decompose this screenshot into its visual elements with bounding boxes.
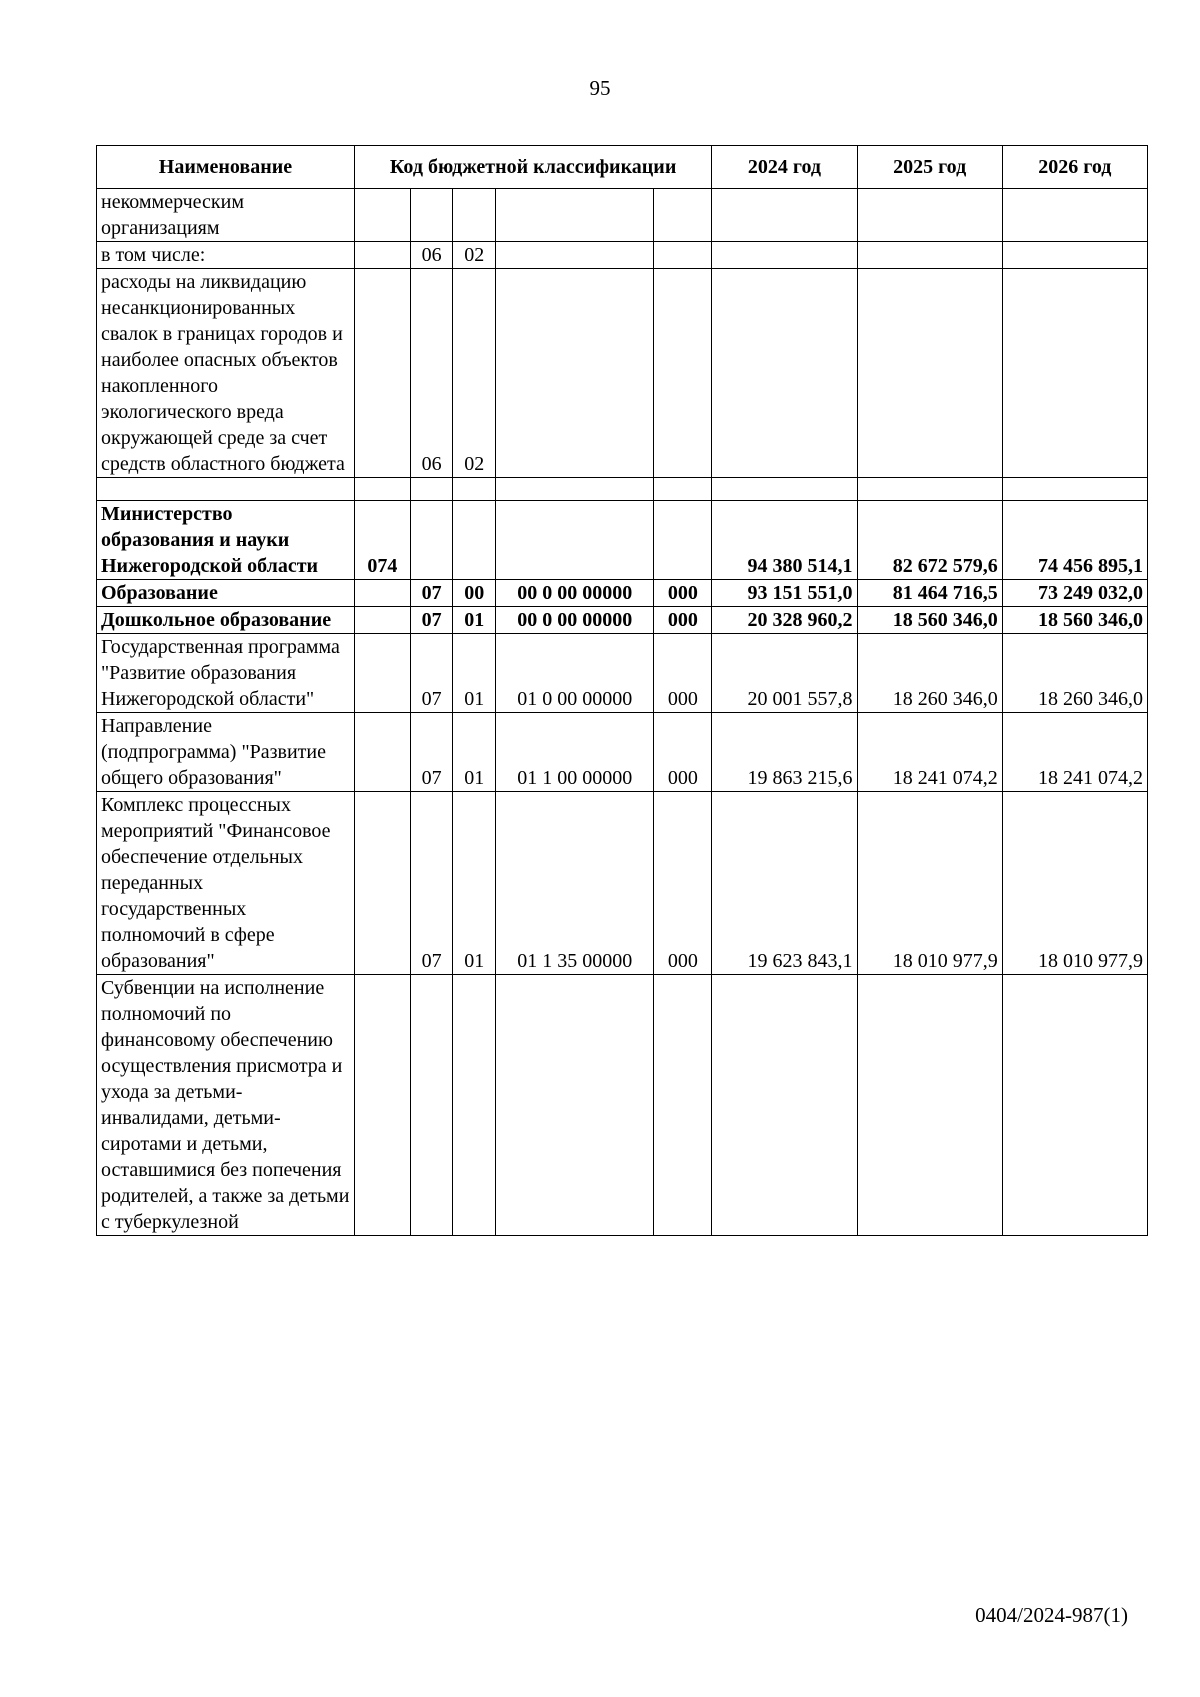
row-value-2026: 74 456 895,1 (1002, 501, 1147, 580)
row-name: в том числе: (97, 242, 355, 269)
row-subsection-code (453, 501, 496, 580)
row-expense-type (654, 242, 712, 269)
row-admin-code: 074 (354, 501, 410, 580)
row-expense-type: 000 (654, 792, 712, 975)
row-name: Образование (97, 580, 355, 607)
row-expense-type (654, 501, 712, 580)
row-admin-code (354, 242, 410, 269)
header-2026: 2026 год (1002, 146, 1147, 189)
row-value-2024: 19 863 215,6 (712, 713, 857, 792)
row-value-2025: 82 672 579,6 (857, 501, 1002, 580)
table-row (97, 242, 1148, 269)
row-value-2026: 18 560 346,0 (1002, 607, 1147, 634)
row-target-code (496, 242, 654, 269)
row-target-code (496, 975, 654, 1236)
row-expense-type (654, 269, 712, 478)
row-section-code (410, 975, 453, 1236)
row-name: Субвенции на исполнение полномочий по финансовому обеспечению осуществления присмотра и ухода за детьми-инвалидами, детьми-сиротами и детьми, оставшимися без попечения родителей, а также за детьми с туберкулезной (97, 975, 355, 1236)
row-subsection-code (453, 189, 496, 242)
row-value-2025 (857, 975, 1002, 1236)
table-row (97, 189, 1148, 242)
row-target-code: 01 0 00 00000 (496, 634, 654, 713)
row-value-2026 (1002, 478, 1147, 501)
header-name: Наименование (97, 146, 355, 189)
row-name: некоммерческим организациям (97, 189, 355, 242)
row-name (97, 478, 355, 501)
row-expense-type: 000 (654, 607, 712, 634)
row-admin-code (354, 189, 410, 242)
row-section-code: 07 (410, 713, 453, 792)
row-target-code (496, 478, 654, 501)
table-row (97, 792, 1148, 975)
row-target-code: 01 1 00 00000 (496, 713, 654, 792)
table-row (97, 501, 1148, 580)
table-row (97, 580, 1148, 607)
row-target-code (496, 269, 654, 478)
row-value-2024 (712, 478, 857, 501)
row-admin-code (354, 607, 410, 634)
row-name: Комплекс процессных мероприятий "Финансовое обеспечение отдельных переданных государственных полномочий в сфере образования" (97, 792, 355, 975)
row-value-2024 (712, 189, 857, 242)
row-section-code: 07 (410, 792, 453, 975)
row-expense-type (654, 478, 712, 501)
row-value-2025 (857, 242, 1002, 269)
row-section-code (410, 478, 453, 501)
page-number: 95 (589, 76, 611, 100)
row-section-code: 07 (410, 580, 453, 607)
row-expense-type: 000 (654, 580, 712, 607)
row-value-2025 (857, 269, 1002, 478)
row-admin-code (354, 975, 410, 1236)
row-value-2026 (1002, 189, 1147, 242)
row-expense-type: 000 (654, 713, 712, 792)
row-value-2024: 93 151 551,0 (712, 580, 857, 607)
table-row (97, 713, 1148, 792)
row-name: Направление (подпрограмма) "Развитие общего образования" (97, 713, 355, 792)
row-name: Дошкольное образование (97, 607, 355, 634)
budget-table (96, 145, 1148, 1236)
row-name: расходы на ликвидацию несанкционированных свалок в границах городов и наиболее опасных объектов накопленного экологического вреда окружающей среде за счет средств областного бюджета (97, 269, 355, 478)
row-value-2026: 18 260 346,0 (1002, 634, 1147, 713)
table-row (97, 478, 1148, 501)
row-section-code: 06 (410, 269, 453, 478)
row-value-2024 (712, 975, 857, 1236)
row-admin-code (354, 478, 410, 501)
row-value-2026: 73 249 032,0 (1002, 580, 1147, 607)
row-value-2024 (712, 242, 857, 269)
row-section-code: 07 (410, 607, 453, 634)
row-target-code: 00 0 00 00000 (496, 607, 654, 634)
row-name: Государственная программа "Развитие образования Нижегородской области" (97, 634, 355, 713)
row-section-code (410, 501, 453, 580)
row-value-2024: 94 380 514,1 (712, 501, 857, 580)
row-subsection-code: 00 (453, 580, 496, 607)
row-expense-type (654, 189, 712, 242)
row-value-2024: 20 328 960,2 (712, 607, 857, 634)
row-value-2025: 18 241 074,2 (857, 713, 1002, 792)
row-value-2024: 19 623 843,1 (712, 792, 857, 975)
row-admin-code (354, 792, 410, 975)
row-value-2024: 20 001 557,8 (712, 634, 857, 713)
row-value-2026 (1002, 242, 1147, 269)
row-section-code: 07 (410, 634, 453, 713)
row-value-2026: 18 010 977,9 (1002, 792, 1147, 975)
header-2025: 2025 год (857, 146, 1002, 189)
table-header-row (97, 146, 1148, 189)
row-subsection-code: 02 (453, 242, 496, 269)
row-subsection-code: 02 (453, 269, 496, 478)
row-target-code: 01 1 35 00000 (496, 792, 654, 975)
row-name: Министерство образования и науки Нижегородской области (97, 501, 355, 580)
row-value-2025: 18 560 346,0 (857, 607, 1002, 634)
row-target-code (496, 189, 654, 242)
row-admin-code (354, 634, 410, 713)
row-expense-type (654, 975, 712, 1236)
row-target-code (496, 501, 654, 580)
row-subsection-code: 01 (453, 634, 496, 713)
row-subsection-code (453, 478, 496, 501)
table-row (97, 607, 1148, 634)
table-row (97, 269, 1148, 478)
row-value-2024 (712, 269, 857, 478)
row-value-2026: 18 241 074,2 (1002, 713, 1147, 792)
row-subsection-code: 01 (453, 713, 496, 792)
row-subsection-code: 01 (453, 792, 496, 975)
row-section-code: 06 (410, 242, 453, 269)
row-expense-type: 000 (654, 634, 712, 713)
row-value-2025 (857, 478, 1002, 501)
row-admin-code (354, 580, 410, 607)
header-code: Код бюджетной классификации (354, 146, 711, 189)
row-value-2025: 18 260 346,0 (857, 634, 1002, 713)
row-value-2025 (857, 189, 1002, 242)
row-section-code (410, 189, 453, 242)
row-value-2025: 18 010 977,9 (857, 792, 1002, 975)
row-value-2026 (1002, 269, 1147, 478)
row-admin-code (354, 269, 410, 478)
header-2024: 2024 год (712, 146, 857, 189)
row-value-2025: 81 464 716,5 (857, 580, 1002, 607)
row-subsection-code: 01 (453, 607, 496, 634)
row-admin-code (354, 713, 410, 792)
row-subsection-code (453, 975, 496, 1236)
table-row (97, 975, 1148, 1236)
row-target-code: 00 0 00 00000 (496, 580, 654, 607)
row-value-2026 (1002, 975, 1147, 1236)
document-code: 0404/2024-987(1) (975, 1603, 1128, 1627)
table-row (97, 634, 1148, 713)
